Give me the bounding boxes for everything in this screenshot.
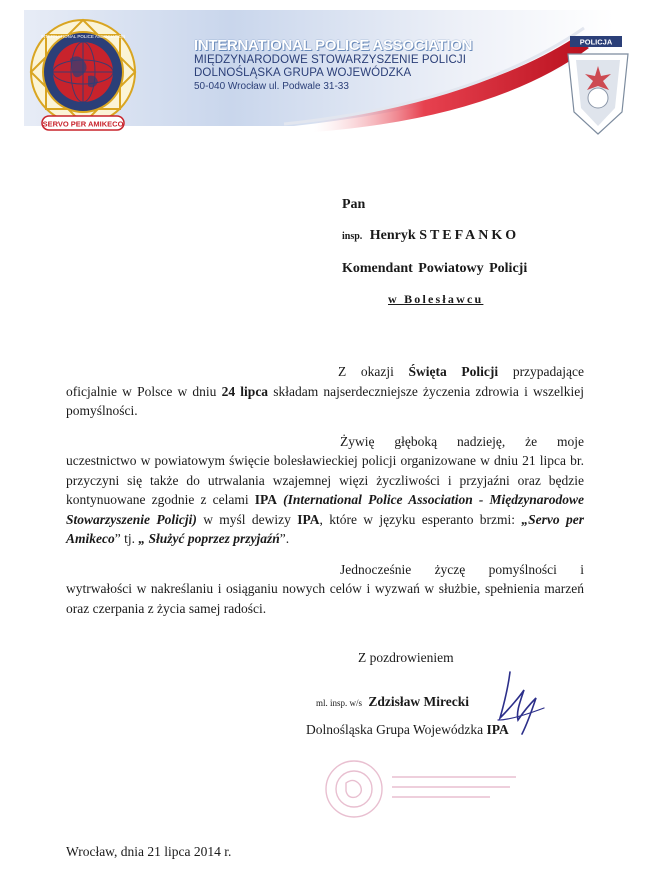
signer-org-bold: IPA <box>486 722 509 737</box>
ipa-logo-motto: SERVO PER AMIKECO <box>42 119 124 129</box>
signer-line <box>316 694 469 710</box>
ipa-emblem-logo <box>22 14 144 138</box>
policja-logo-text: POLICJA <box>579 37 613 47</box>
text-run: ” tj. <box>114 531 139 546</box>
signer-org-text: Dolnośląska Grupa Wojewódzka <box>306 722 487 737</box>
text-run-bold-italic: (International Police Association - Międzynarodowe Stowarzyszenie Policji) <box>66 492 584 527</box>
addressee-city: w Bolesławcu <box>388 292 484 306</box>
organization-branch: DOLNOŚLĄSKA GRUPA WOJEWÓDZKA <box>194 67 412 79</box>
text-run-bold: 24 lipca <box>221 383 269 399</box>
letterhead <box>14 8 634 140</box>
paragraph-1 <box>66 362 584 421</box>
policja-emblem-logo <box>562 26 634 142</box>
text-run: , które w języku esperanto brzmi: <box>319 511 522 527</box>
paragraph-3 <box>66 560 584 619</box>
text-run-bold: IPA <box>297 511 320 527</box>
signer-organization <box>306 722 509 738</box>
text-run: Jednocześnie życzę pomyślności i wytrwałości w nakreślaniu i osiąganiu nowych celów i wyzwań w służbie, spełnienia marzeń oraz czerpania z życia samej radości. <box>66 561 584 616</box>
addressee-position: Komendant Powiatowy Policji <box>342 261 528 276</box>
addressee-salutation: Pan <box>342 197 366 212</box>
closing-greeting: Z pozdrowieniem <box>358 650 454 665</box>
text-run: przypadające oficjalnie w Polsce w dniu <box>66 364 585 399</box>
text-run: Z okazji <box>338 364 409 379</box>
text-run-bold: IPA <box>254 492 278 507</box>
addressee-block <box>342 197 632 306</box>
text-run: w myśl dewizy <box>196 511 298 527</box>
organization-name: INTERNATIONAL POLICE ASSOCIATION <box>194 37 473 54</box>
text-run: Żywię głęboką nadzieję, że moje uczestnictwo w powiatowym święcie bolesławieckiej policji organizowane w dniu 21 lipca br. przyczyni się także do utrwalania wzajemnej więzi życzliwości i przyjaźni oraz będzie kontynuowane zgodnie z celami <box>66 433 584 507</box>
text-run: ”. <box>279 531 290 546</box>
text-run-bold-italic: „Servo per Amikeco <box>66 511 584 546</box>
organization-subtitle: MIĘDZYNARODOWE STOWARZYSZENIE POLICJI <box>194 54 467 66</box>
text-run: składam najserdeczniejsze życzenia zdrowia i wszelkiej pomyślności. <box>66 383 584 418</box>
official-stamp <box>320 755 530 823</box>
signer-name: Zdzisław Mirecki <box>368 694 470 709</box>
addressee-name <box>342 228 519 244</box>
addressee-surname: STEFANKO <box>419 228 520 243</box>
letterhead-text <box>194 38 494 93</box>
organization-address: 50-040 Wrocław ul. Podwale 31-33 <box>194 81 349 92</box>
addressee-rank: insp. <box>342 231 363 242</box>
paragraph-2 <box>66 432 584 549</box>
ipa-logo-ring-text: INTERNATIONAL POLICE ASSOCIATION <box>40 34 126 39</box>
place-and-date: Wrocław, dnia 21 lipca 2014 r. <box>66 844 232 859</box>
letter-body <box>66 362 584 629</box>
addressee-first-name: Henryk <box>369 228 416 243</box>
signer-rank: ml. insp. w/s <box>316 698 363 708</box>
text-run-bold: Święta Policji <box>408 364 499 379</box>
text-run-bold-italic: „ Służyć poprzez przyjaźń <box>138 531 280 546</box>
